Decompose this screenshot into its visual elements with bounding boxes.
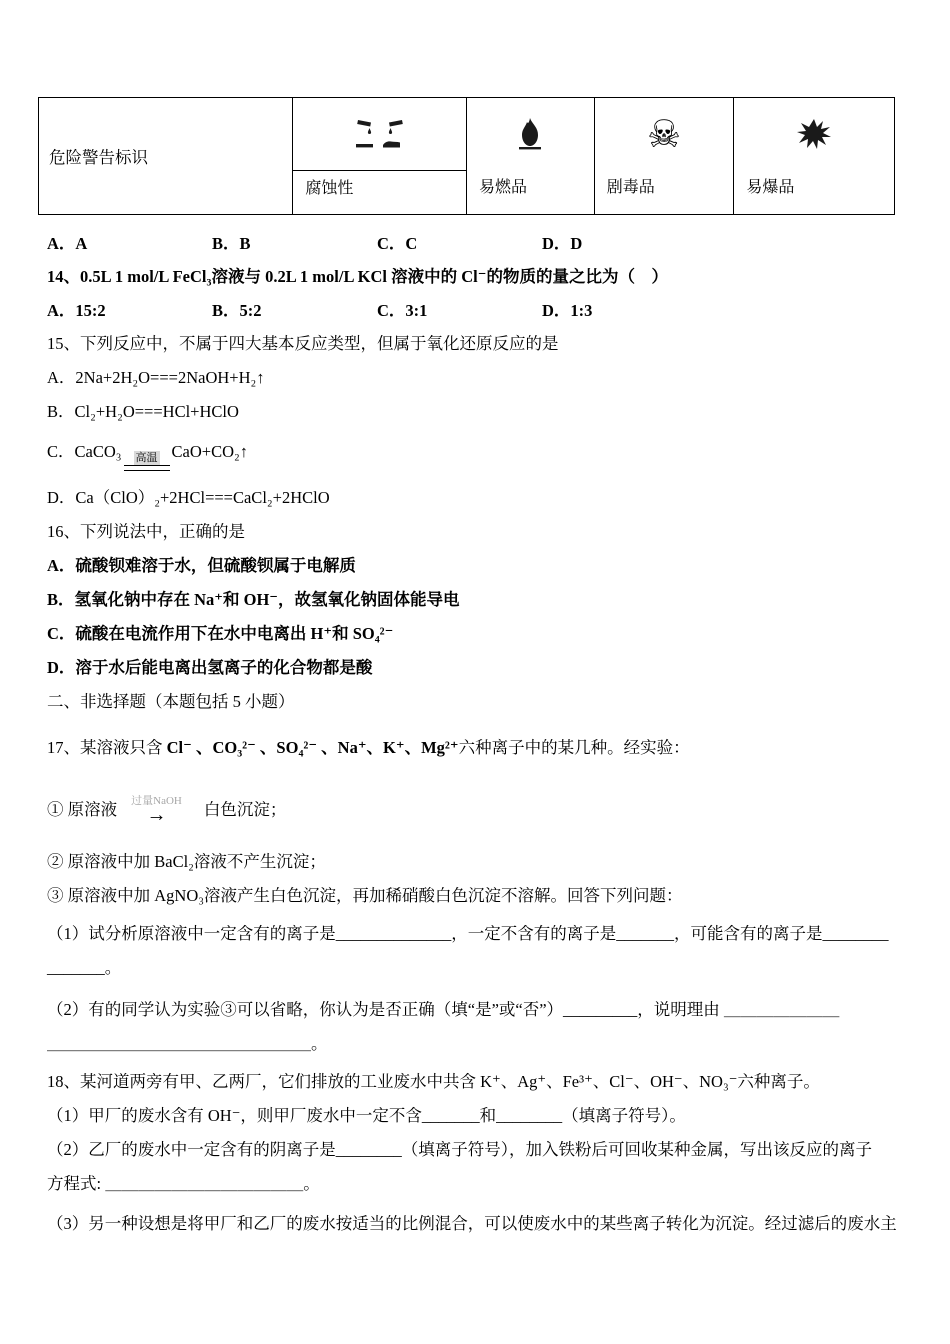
hazard-label-explosive: 易爆品 — [746, 179, 795, 196]
q15-option-c-suffix: CaO+CO₂↑ — [171, 442, 248, 461]
q14-stem: 14、0.5L 1 mol/L FeCl₃溶液与 0.2L 1 mol/L KCl 溶液中的 Cl⁻的物质的量之比为（ ） — [47, 267, 668, 286]
q14-option-a: A．15:2 — [47, 301, 106, 320]
reaction-arrow: → — [146, 804, 167, 826]
q16-option-d: D．溶于水后能电离出氢离子的化合物都是酸 — [47, 658, 373, 677]
q17-step1-pre: ① 原溶液 — [47, 800, 118, 819]
hazard-cell-flammable — [467, 98, 595, 214]
q14-option-d: D．1:3 — [542, 301, 593, 320]
q13-options — [38, 227, 905, 260]
q15-option-c-prefix: C．CaCO₃ — [47, 442, 122, 461]
corrosive-icon — [293, 98, 466, 170]
q15-option-a: A．2Na+2H₂O===2NaOH+H₂↑ — [47, 368, 265, 387]
hazard-label-corrosive: 腐蚀性 — [293, 170, 466, 214]
q17-sub1-line1: （1）试分析原溶液中一定含有的离子是______________，一定不含有的离子是_______，可能含有的离子是________ — [47, 924, 889, 943]
q18-sub2-line1: （2）乙厂的废水中一定含有的阴离子是________（填离子符号），加入铁粉后可回收某种金属，写出该反应的离子 — [47, 1140, 872, 1159]
q15-option-c — [38, 435, 905, 471]
flame-icon — [467, 98, 594, 170]
q17-sub2-line2: ＿＿＿＿＿＿＿＿＿＿＿＿＿＿＿＿。 — [47, 1034, 328, 1053]
q17-step2: ② 原溶液中加 BaCl₂溶液不产生沉淀； — [47, 852, 326, 871]
q17-stem — [38, 731, 905, 765]
q15-option-d: D．Ca（ClO）₂+2HCl===CaCl₂+2HClO — [47, 488, 330, 507]
q17-stem-ions: Cl⁻ 、CO₃²⁻ 、SO₄²⁻ 、Na⁺、K⁺、Mg²⁺ — [166, 738, 459, 757]
explosion-icon — [734, 98, 894, 170]
q13-option-b: B．B — [212, 234, 251, 253]
q16-option-a: A．硫酸钡难溶于水，但硫酸钡属于电解质 — [47, 556, 356, 575]
hazard-table — [38, 97, 895, 215]
hazard-cell-corrosive — [293, 98, 467, 214]
q15-option-b: B．Cl₂+H₂O===HCl+HClO — [47, 402, 239, 421]
q18-sub2-line2: 方程式: ＿＿＿＿＿＿＿＿＿＿＿＿。 — [47, 1174, 320, 1193]
q15-stem: 15、下列反应中，不属于四大基本反应类型，但属于氧化还原反应的是 — [47, 334, 559, 353]
q17-step3: ③ 原溶液中加 AgNO₃溶液产生白色沉淀，再加稀硝酸白色沉淀不溶解。回答下列问题： — [47, 886, 683, 905]
hazard-label-flammable: 易燃品 — [479, 179, 528, 196]
section2-title: 二、非选择题（本题包括 5 小题） — [47, 692, 295, 711]
q16-option-c: C．硫酸在电流作用下在水中电离出 H⁺和 SO₄²⁻ — [47, 624, 394, 643]
arrow-condition-label: 过量NaOH — [131, 795, 182, 807]
q17-sub1-line2: _______。 — [47, 958, 122, 977]
q13-option-a: A．A — [47, 234, 88, 253]
hazard-label-toxic: 剧毒品 — [606, 179, 655, 196]
reaction-condition-stack — [124, 451, 170, 471]
q13-option-c: C．C — [377, 234, 418, 253]
q17-stem-prefix: 17、某溶液只含 — [47, 738, 167, 757]
q13-option-d: D．D — [542, 234, 583, 253]
reaction-arrow-stack — [131, 795, 182, 826]
skull-crossbones-icon: ☠ — [647, 112, 682, 156]
q17-stem-suffix: 六种离子中的某几种。经实验： — [458, 738, 690, 757]
q16-stem: 16、下列说法中，正确的是 — [47, 522, 245, 541]
q18-sub3: （3）另一种设想是将甲厂和乙厂的废水按适当的比例混合，可以使废水中的某些离子转化为沉淀。经过滤后的废水主 — [47, 1214, 897, 1233]
hazard-cell-toxic — [595, 98, 735, 214]
q17-step1 — [38, 793, 905, 827]
q18-sub1: （1）甲厂的废水含有 OH⁻，则甲厂废水中一定不含_______和________（填离子符号）。 — [47, 1106, 686, 1125]
hazard-row-label: 危险警告标识 — [49, 148, 148, 167]
q17-step1-post: 白色沉淀； — [203, 800, 287, 819]
q18-stem: 18、某河道两旁有甲、乙两厂，它们排放的工业废水中共含 K⁺、Ag⁺、Fe³⁺、Cl⁻、OH⁻、NO₃⁻六种离子。 — [47, 1072, 820, 1091]
q17-sub2-line1: （2）有的同学认为实验③可以省略，你认为是否正确（填“是”或“否”）_________，说明理由 ＿＿＿＿＿＿＿ — [47, 1000, 840, 1019]
q14-option-b: B．5:2 — [212, 301, 262, 320]
q14-options — [38, 294, 905, 327]
condition-label: 高温 — [135, 452, 158, 464]
double-equals-line — [124, 465, 170, 471]
q16-option-b: B．氢氧化钠中存在 Na⁺和 OH⁻，故氢氧化钠固体能导电 — [47, 590, 460, 609]
q14-option-c: C．3:1 — [377, 301, 428, 320]
hazard-row-label-cell — [39, 98, 293, 214]
hazard-cell-explosive — [734, 98, 894, 214]
